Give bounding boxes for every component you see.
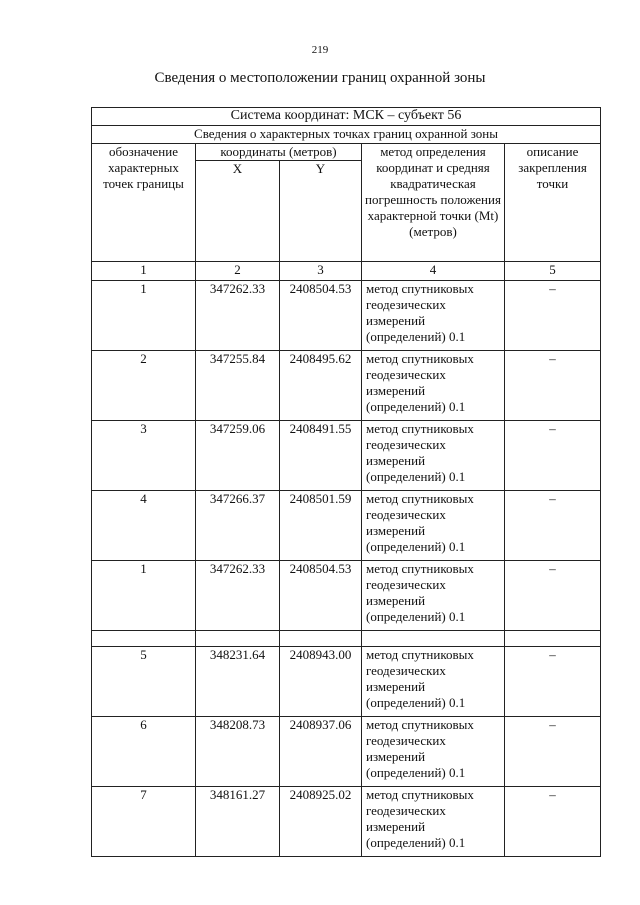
header-x: X: [196, 161, 280, 262]
y-value: 2408491.55: [280, 421, 362, 491]
page-title: Сведения о местоположении границ охранной зоны: [154, 70, 486, 86]
description-value: –: [505, 281, 601, 351]
header-y: Y: [280, 161, 362, 262]
description-value: –: [505, 561, 601, 631]
empty-cell: [280, 631, 362, 647]
point-id: 3: [92, 421, 196, 491]
description-value: –: [505, 351, 601, 421]
y-value: 2408504.53: [280, 561, 362, 631]
table-row: [92, 787, 601, 857]
x-value: 347262.33: [196, 561, 280, 631]
method-value: метод спутниковых геодезических измерений (определений) 0.1: [362, 787, 505, 857]
table-row: [92, 421, 601, 491]
column-number: 4: [362, 262, 505, 281]
x-value: 347266.37: [196, 491, 280, 561]
x-value: 348161.27: [196, 787, 280, 857]
method-value: метод спутниковых геодезических измерений (определений) 0.1: [362, 351, 505, 421]
point-id: 1: [92, 561, 196, 631]
y-value: 2408943.00: [280, 647, 362, 717]
x-value: 347255.84: [196, 351, 280, 421]
table-row: [92, 351, 601, 421]
coordinates-table: [91, 107, 601, 857]
method-value: метод спутниковых геодезических измерений (определений) 0.1: [362, 561, 505, 631]
page-number: 219: [311, 44, 329, 56]
table-row: [92, 491, 601, 561]
column-number: 5: [505, 262, 601, 281]
column-number: 2: [196, 262, 280, 281]
info-row: [92, 126, 601, 144]
method-value: метод спутниковых геодезических измерений (определений) 0.1: [362, 647, 505, 717]
column-number-row: [92, 262, 601, 281]
info-label: Сведения о характерных точках границ охранной зоны: [92, 126, 601, 144]
coordinate-system-row: [92, 108, 601, 126]
method-value: метод спутниковых геодезических измерений (определений) 0.1: [362, 421, 505, 491]
y-value: 2408937.06: [280, 717, 362, 787]
point-id: 7: [92, 787, 196, 857]
x-value: 348231.64: [196, 647, 280, 717]
separator-row: [92, 631, 601, 647]
empty-cell: [505, 631, 601, 647]
point-id: 6: [92, 717, 196, 787]
x-value: 347259.06: [196, 421, 280, 491]
y-value: 2408495.62: [280, 351, 362, 421]
y-value: 2408925.02: [280, 787, 362, 857]
method-value: метод спутниковых геодезических измерений (определений) 0.1: [362, 491, 505, 561]
description-value: –: [505, 491, 601, 561]
description-value: –: [505, 787, 601, 857]
empty-cell: [362, 631, 505, 647]
column-number: 1: [92, 262, 196, 281]
table-row: [92, 717, 601, 787]
point-id: 4: [92, 491, 196, 561]
empty-cell: [196, 631, 280, 647]
y-value: 2408501.59: [280, 491, 362, 561]
x-value: 348208.73: [196, 717, 280, 787]
header-method: метод определения координат и средняя квадратическая погрешность положения характерной точки (Mt) (метров): [362, 144, 505, 262]
method-value: метод спутниковых геодезических измерений (определений) 0.1: [362, 717, 505, 787]
description-value: –: [505, 421, 601, 491]
header-designation: обозначение характерных точек границы: [92, 144, 196, 262]
description-value: –: [505, 647, 601, 717]
x-value: 347262.33: [196, 281, 280, 351]
point-id: 2: [92, 351, 196, 421]
header-description: описание закрепления точки: [505, 144, 601, 262]
method-value: метод спутниковых геодезических измерений (определений) 0.1: [362, 281, 505, 351]
table-row: [92, 561, 601, 631]
column-number: 3: [280, 262, 362, 281]
coordinate-system-label: Система координат: МСК – субъект 56: [92, 108, 601, 126]
header-coordinates: координаты (метров): [196, 144, 362, 161]
empty-cell: [92, 631, 196, 647]
header-row: [92, 144, 601, 161]
table-row: [92, 647, 601, 717]
point-id: 5: [92, 647, 196, 717]
point-id: 1: [92, 281, 196, 351]
table-row: [92, 281, 601, 351]
y-value: 2408504.53: [280, 281, 362, 351]
description-value: –: [505, 717, 601, 787]
